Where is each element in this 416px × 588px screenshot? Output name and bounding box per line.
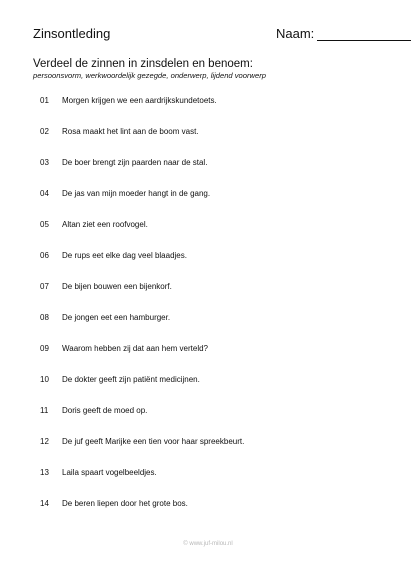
sentence-text: De boer brengt zijn paarden naar de stal. bbox=[62, 158, 208, 167]
sentence-row-08 bbox=[40, 313, 396, 344]
sentence-number: 03 bbox=[40, 158, 49, 167]
sentence-text: Rosa maakt het lint aan de boom vast. bbox=[62, 127, 199, 136]
sentence-text: De rups eet elke dag veel blaadjes. bbox=[62, 251, 187, 260]
sentence-text: Doris geeft de moed op. bbox=[62, 406, 148, 415]
sentence-row-09 bbox=[40, 344, 396, 375]
sentence-list bbox=[40, 96, 396, 530]
name-label: Naam: bbox=[276, 26, 315, 41]
sentence-number: 07 bbox=[40, 282, 49, 291]
sentence-row-13 bbox=[40, 468, 396, 499]
sentence-row-14 bbox=[40, 499, 396, 530]
sentence-number: 02 bbox=[40, 127, 49, 136]
sentence-text: De beren liepen door het grote bos. bbox=[62, 499, 188, 508]
sentence-text: Laila spaart vogelbeeldjes. bbox=[62, 468, 157, 477]
instruction-main: Verdeel de zinnen in zinsdelen en benoem: bbox=[33, 58, 253, 70]
sentence-text: De dokter geeft zijn patiënt medicijnen. bbox=[62, 375, 200, 384]
sentence-number: 11 bbox=[40, 406, 49, 415]
sentence-number: 01 bbox=[40, 96, 49, 105]
instruction-sub: persoonsvorm, werkwoordelijk gezegde, onderwerp, lijdend voorwerp bbox=[33, 71, 266, 80]
sentence-row-06 bbox=[40, 251, 396, 282]
name-line bbox=[317, 40, 411, 41]
sentence-number: 13 bbox=[40, 468, 49, 477]
sentence-number: 05 bbox=[40, 220, 49, 229]
sentence-number: 08 bbox=[40, 313, 49, 322]
sentence-text: De jongen eet een hamburger. bbox=[62, 313, 171, 322]
instruction-block bbox=[33, 58, 386, 81]
sentence-number: 10 bbox=[40, 375, 49, 384]
sentence-number: 04 bbox=[40, 189, 49, 198]
sentence-number: 06 bbox=[40, 251, 49, 260]
sentence-text: De bijen bouwen een bijenkorf. bbox=[62, 282, 172, 291]
sentence-row-07 bbox=[40, 282, 396, 313]
sentence-text: Altan ziet een roofvogel. bbox=[62, 220, 148, 229]
sentence-row-01 bbox=[40, 96, 396, 127]
sentence-row-10 bbox=[40, 375, 396, 406]
name-field bbox=[276, 26, 386, 41]
sentence-row-04 bbox=[40, 189, 396, 220]
sentence-text: De jas van mijn moeder hangt in de gang. bbox=[62, 189, 211, 198]
worksheet-header bbox=[33, 26, 378, 46]
sentence-text: De juf geeft Marijke een tien voor haar spreekbeurt. bbox=[62, 437, 245, 446]
sentence-row-11 bbox=[40, 406, 396, 437]
sentence-text: Waarom hebben zij dat aan hem verteld? bbox=[62, 344, 209, 353]
copyright-footer: © www.juf-milou.nl bbox=[183, 541, 233, 547]
sentence-number: 12 bbox=[40, 437, 49, 446]
sentence-number: 14 bbox=[40, 499, 49, 508]
worksheet-title: Zinsontleding bbox=[33, 26, 111, 41]
sentence-number: 09 bbox=[40, 344, 49, 353]
sentence-row-02 bbox=[40, 127, 396, 158]
sentence-row-05 bbox=[40, 220, 396, 251]
sentence-row-12 bbox=[40, 437, 396, 468]
sentence-row-03 bbox=[40, 158, 396, 189]
sentence-text: Morgen krijgen we een aardrijkskundetoets. bbox=[62, 96, 217, 105]
